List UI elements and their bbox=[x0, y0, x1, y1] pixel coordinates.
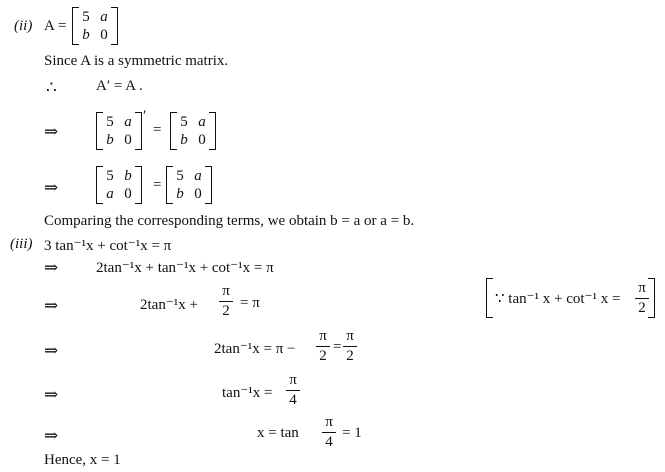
fraction-pi-over-4 bbox=[286, 372, 300, 409]
comparing-text: Comparing the corresponding terms, we obtain b = a or a = b. bbox=[44, 213, 415, 229]
equals-sign: = bbox=[153, 177, 162, 193]
implies-arrow: ⇒ bbox=[44, 296, 59, 315]
equation-6-left: x = tan bbox=[257, 425, 299, 441]
denominator: 4 bbox=[289, 392, 297, 408]
matrix-cell: 0 bbox=[124, 186, 132, 202]
equation-3-right: = π bbox=[240, 295, 260, 311]
matrix-cell: a bbox=[100, 9, 108, 25]
denominator: 2 bbox=[346, 348, 354, 364]
matrix-cell: 0 bbox=[100, 27, 108, 43]
matrix-A-rhs bbox=[170, 112, 216, 150]
matrix-cell: a bbox=[194, 168, 202, 184]
denominator: 2 bbox=[222, 303, 230, 319]
fraction-pi-over-2 bbox=[316, 328, 330, 365]
matrix-cell: b bbox=[180, 132, 188, 148]
matrix-cell: b bbox=[106, 132, 114, 148]
matrix-cell: 5 bbox=[180, 114, 188, 130]
equation-3-left: 2tan⁻¹x + bbox=[140, 297, 198, 313]
identity-bracket bbox=[486, 278, 655, 318]
matrix-cell: 5 bbox=[82, 9, 90, 25]
part-iii-label: (iii) bbox=[10, 236, 33, 252]
matrix-cell: a bbox=[106, 186, 114, 202]
numerator: π bbox=[325, 414, 333, 430]
matrix-cell: 0 bbox=[198, 132, 206, 148]
equals-sign: = bbox=[333, 339, 342, 355]
matrix-cell: 5 bbox=[106, 114, 114, 130]
matrix-cell: 0 bbox=[194, 186, 202, 202]
numerator: π bbox=[289, 372, 297, 388]
matrix-cell: b bbox=[176, 186, 184, 202]
part-ii-label: (ii) bbox=[14, 18, 33, 34]
equation-2: 2tan⁻¹x + tan⁻¹x + cot⁻¹x = π bbox=[96, 260, 274, 276]
equation-4-left: 2tan⁻¹x = π − bbox=[214, 341, 296, 357]
equation-5-left: tan⁻¹x = bbox=[222, 385, 273, 401]
matrix-A-transposed-lhs bbox=[96, 112, 142, 150]
fraction-pi-over-2 bbox=[219, 283, 233, 320]
matrix-cell: 0 bbox=[124, 132, 132, 148]
matrix-cell: a bbox=[124, 114, 132, 130]
fraction-pi-over-2 bbox=[635, 280, 649, 317]
equals-sign: = bbox=[58, 18, 67, 34]
matrix-A-name: A bbox=[44, 18, 55, 34]
transpose-equation: A′ = A . bbox=[96, 78, 143, 94]
fraction-pi-over-4 bbox=[322, 414, 336, 451]
equation-1: 3 tan⁻¹x + cot⁻¹x = π bbox=[44, 238, 172, 254]
numerator: π bbox=[319, 328, 327, 344]
numerator: π bbox=[346, 328, 354, 344]
numerator: π bbox=[222, 283, 230, 299]
matrix-cell: 5 bbox=[176, 168, 184, 184]
matrix-cell: b bbox=[124, 168, 132, 184]
implies-arrow: ⇒ bbox=[44, 178, 59, 197]
therefore-symbol: ∴ bbox=[46, 78, 57, 97]
conclusion-text: Hence, x = 1 bbox=[44, 452, 121, 468]
fraction-pi-over-2 bbox=[343, 328, 357, 365]
prime-mark: ′ bbox=[143, 108, 147, 124]
matrix-A bbox=[72, 7, 118, 45]
implies-arrow: ⇒ bbox=[44, 341, 59, 360]
implies-arrow: ⇒ bbox=[44, 122, 59, 141]
matrix-cell: 5 bbox=[106, 168, 114, 184]
identity-text: ∵ tan⁻¹ x + cot⁻¹ x = bbox=[495, 291, 621, 307]
equals-sign: = bbox=[153, 122, 162, 138]
implies-arrow: ⇒ bbox=[44, 385, 59, 404]
numerator: π bbox=[638, 280, 646, 296]
matrix-A-transpose bbox=[96, 166, 142, 204]
matrix-cell: a bbox=[198, 114, 206, 130]
denominator: 4 bbox=[325, 434, 333, 450]
equation-6-right: = 1 bbox=[342, 425, 362, 441]
denominator: 2 bbox=[319, 348, 327, 364]
since-text: Since A is a symmetric matrix. bbox=[44, 53, 229, 69]
matrix-A-rhs-2 bbox=[166, 166, 212, 204]
implies-arrow: ⇒ bbox=[44, 258, 59, 277]
matrix-cell: b bbox=[82, 27, 90, 43]
implies-arrow: ⇒ bbox=[44, 426, 59, 445]
denominator: 2 bbox=[638, 300, 646, 316]
